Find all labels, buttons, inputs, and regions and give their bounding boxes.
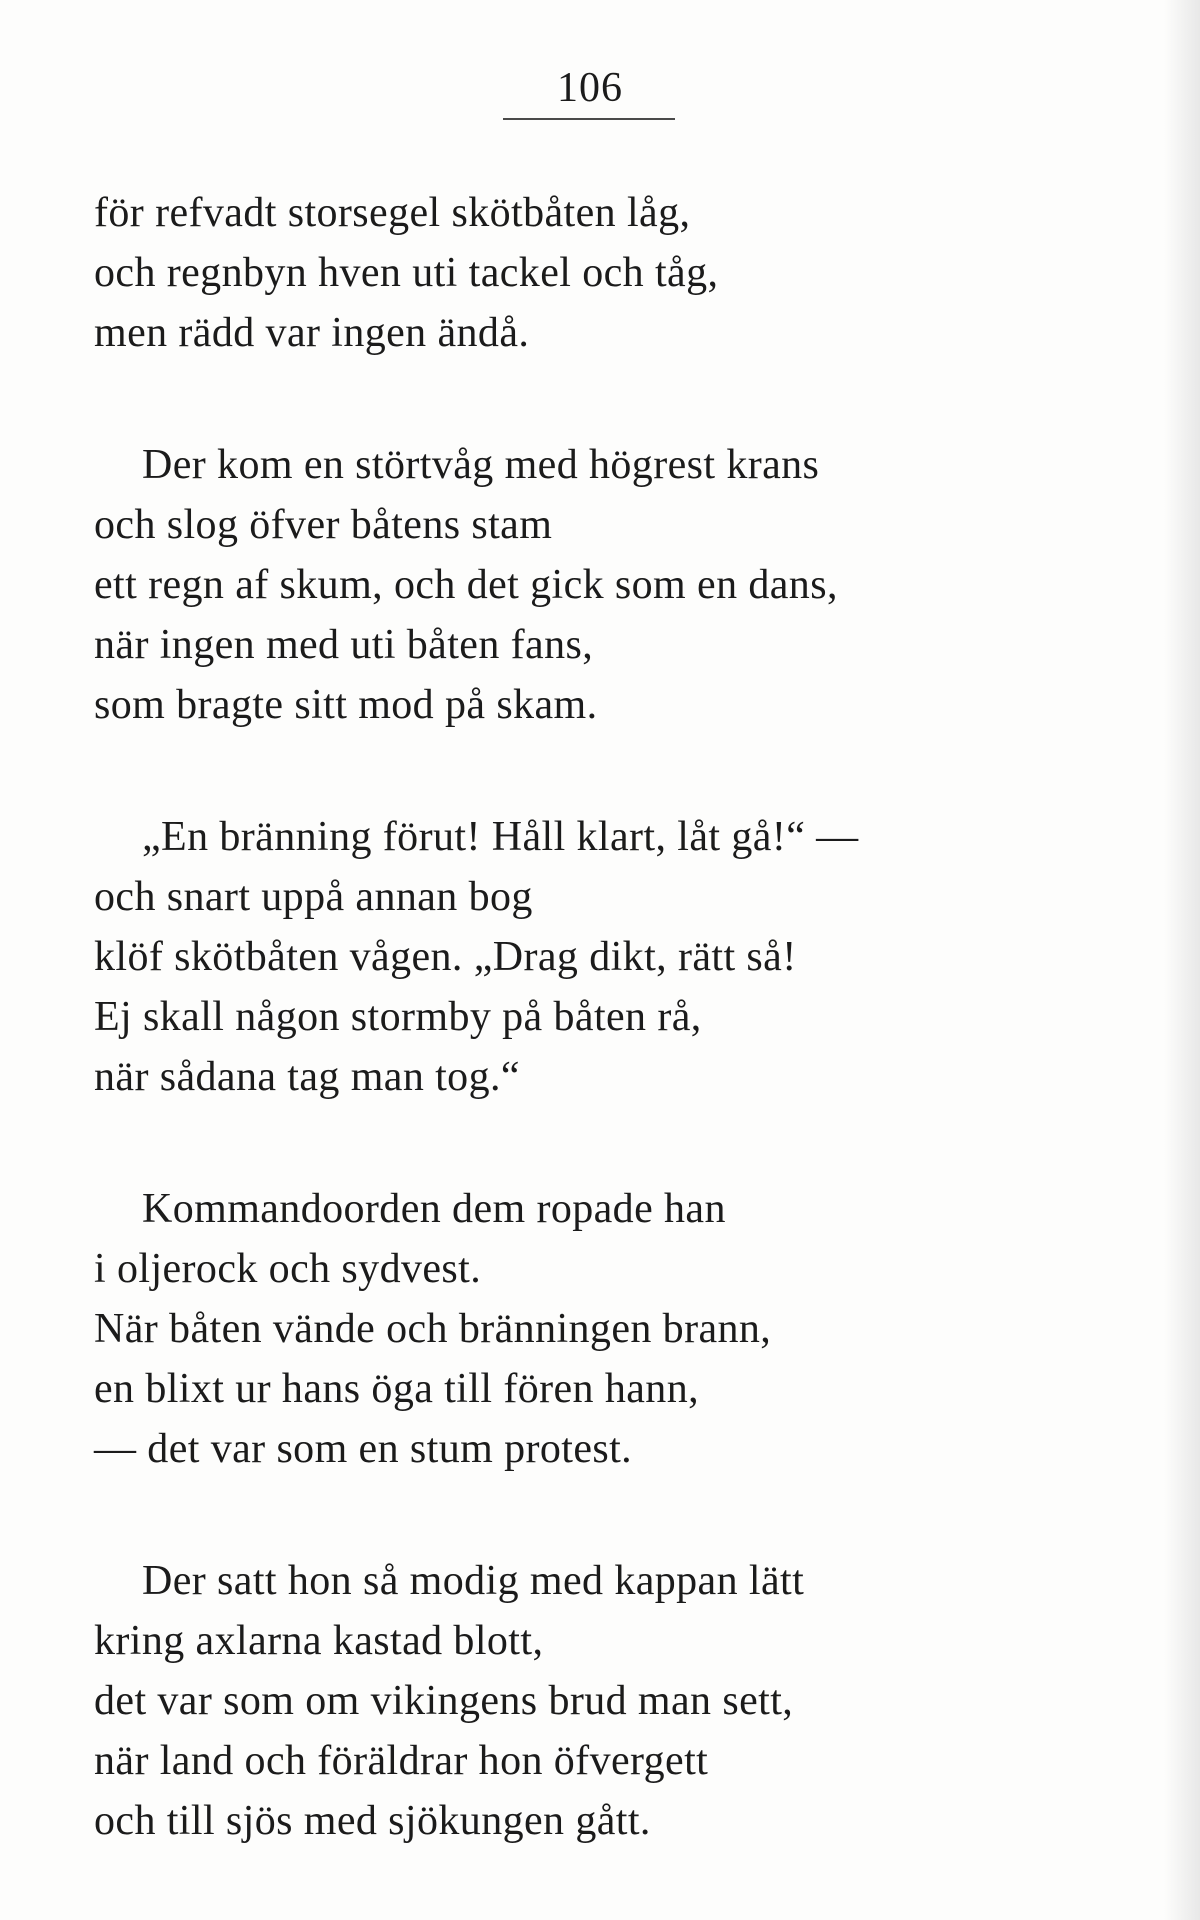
poem-line: ett regn af skum, och det gick som en dans, (94, 562, 838, 608)
poem-line: kring axlarna kastad blott, (94, 1618, 544, 1664)
poem-line: och regnbyn hven uti tackel och tåg, (94, 250, 719, 296)
poem-line: klöf skötbåten vågen. „Drag dikt, rätt så! (94, 934, 797, 980)
page-number: 106 (557, 65, 623, 111)
poem-line: när land och föräldrar hon öfvergett (94, 1738, 709, 1784)
poem-line: en blixt ur hans öga till fören hann, (94, 1366, 699, 1412)
poem-line: Der satt hon så modig med kappan lätt (142, 1558, 805, 1604)
poem-line: och till sjös med sjökungen gått. (94, 1798, 651, 1844)
poem-line: Kommandoorden dem ropade han (142, 1186, 726, 1232)
poem-line: det var som om vikingens brud man sett, (94, 1678, 794, 1724)
poem-line: — det var som en stum protest. (94, 1426, 633, 1472)
poem-line: och snart uppå annan bog (94, 874, 533, 920)
poem-line: när ingen med uti båten fans, (94, 622, 594, 668)
page-number-rule (503, 118, 675, 120)
poem-line: Ej skall någon stormby på båten rå, (94, 994, 702, 1040)
poem-line: „En bränning förut! Håll klart, låt gå!“ — (142, 814, 859, 860)
page-edge-shadow (1164, 0, 1200, 1920)
poem-line: När båten vände och bränningen brann, (94, 1306, 772, 1352)
poem-line: Der kom en störtvåg med högrest krans (142, 442, 820, 488)
poem-line: i oljerock och sydvest. (94, 1246, 482, 1292)
poem-line: men rädd var ingen ändå. (94, 310, 530, 356)
poem-line: för refvadt storsegel skötbåten låg, (94, 190, 691, 236)
poem-line: när sådana tag man tog.“ (94, 1054, 520, 1100)
poem-line: som bragte sitt mod på skam. (94, 682, 598, 728)
poem-line: och slog öfver båtens stam (94, 502, 553, 548)
